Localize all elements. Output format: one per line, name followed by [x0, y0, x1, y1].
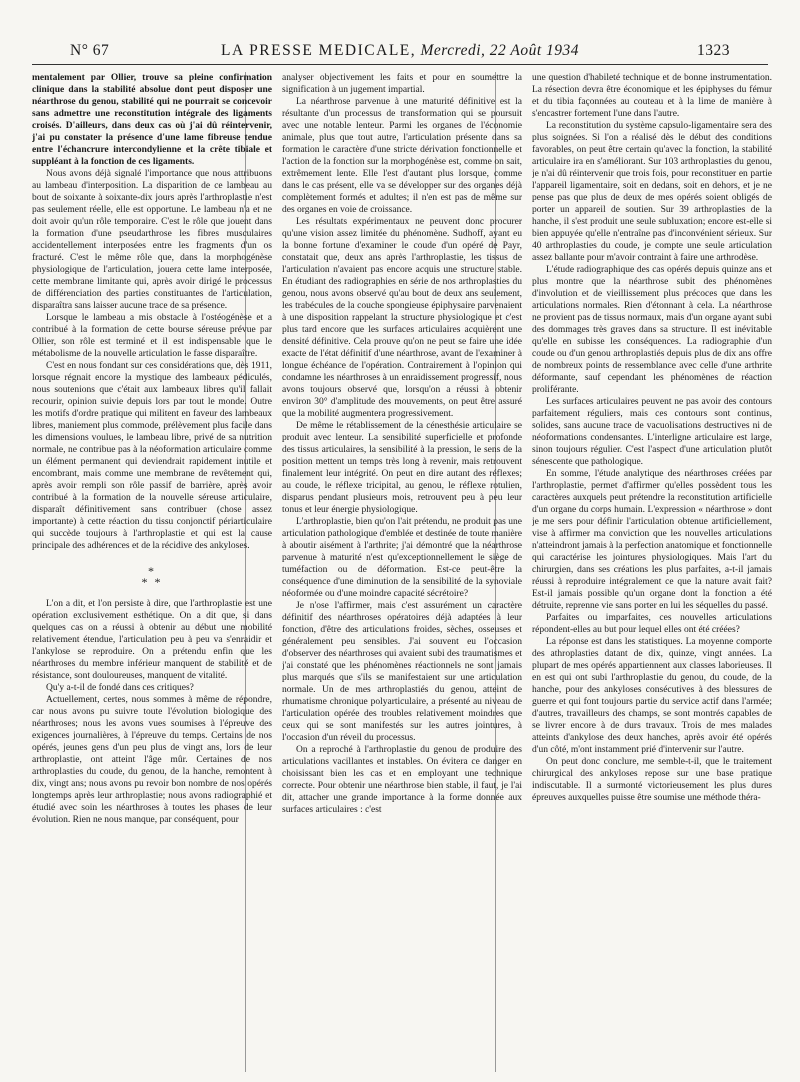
paragraph: L'on a dit, et l'on persiste à dire, que l'arthroplastie est une opération exclusivement esthétique. On a dit que, si dans quelques cas on a réussi à obtenir au début une mobilité relativement étendue, l'articulation peu à peu va s'enraidir et l'ankylose se reproduire. On a prétendu enfin que les néarthroses du membre inférieur manquent de stabilité et de résistance, sont douloureuses, manquent de vitalité. — [32, 599, 272, 681]
paragraph: L'étude radiographique des cas opérés depuis quinze ans et plus montre que la néarthrose subit des phénomènes d'involution et de vieillissement plus précoces que dans les articulations normales. Rien d'étonnant à cela. La néarthrose ne provient pas de tissus normaux, mais d'un organe ayant subi des dommages très graves dans sa structure. Il est inévitable qu'elle en subisse les conséquences. La radiographie d'un coude ou d'un genou arthroplastiés depuis plus de dix ans offre de nombreux points de ressemblance avec celle d'une arthrite déformante, sauf cependant les phénomènes de réaction proliférante. — [532, 265, 772, 395]
paragraph: En somme, l'étude analytique des néarthroses créées par l'arthroplastie, permet d'affirmer qu'elles possèdent tous les caractères auxquels peut prétendre la reconstitution artificielle d'un organe du corps humain. L'expression « néarthrose » dont je me sers pour définir l'articulation obtenue artificiellement, vise à affirmer ma conviction que les nouvelles articulations n'atteindront jamais à la perfection anatomique et fonctionnelle qui caractérise les jointures physiologiques. Mais l'art du chirurgien, dans ses créations les plus parfaites, a-t-il jamais réussi à reproduire intégralement ce que la nature avait fait? Est-il jamais possible qu'un organe dont la fonction a été détruite, reprenne vie sans porter en lui les séquelles du passé. — [532, 469, 772, 611]
section-break-star-bottom: * * — [141, 575, 163, 589]
paragraph: De même le rétablissement de la cénesthésie articulaire se produit avec lenteur. La sensibilité superficielle et profonde des tissus articulaires, la sensibilité à la pression, le sens de la position mettent un temps très long à revenir, mais retrouvent finalement leur intégrité. On peut en dire autant des réflexes; au coude, le réflexe tricipital, au genou, le réflexe rotulien, disparus pendant plusieurs mois, retrouvent peu à peu leur tonus et leur énergie physiologique. — [282, 421, 522, 515]
page-number: 1323 — [697, 42, 730, 59]
paragraph: La réponse est dans les statistiques. La moyenne comporte des athroplasties datant de dix, quinze, vingt années. La plupart de mes opérés appartiennent aux classes laborieuses. Il en est qui ont subi l'arthroplastie du genou, du coude, de la hanche, pour des ankyloses consécutives à des blessures de guerre et qui font toujours partie du service actif dans l'armée; d'autres, travailleurs des champs, se sont montrés capables de se livrer encore à de durs travaux. Trois de mes malades atteints d'ankylose des deux hanches, après avoir été opérés d'un côté, m'ont instamment prié d'intervenir sur l'autre. — [532, 637, 772, 755]
issue-number: N° 67 — [70, 42, 110, 59]
header-rule — [32, 64, 768, 65]
section-break — [32, 566, 272, 588]
section-break-star-top: * — [148, 564, 156, 578]
paragraph: La néarthrose parvenue à une maturité définitive est la résultante d'un processus de transformation qui se poursuit avec une notable lenteur. Parmi les organes de l'économie animale, plus que tout autre, l'articulation présente dans sa formation le caractère d'une stricte dérivation fonctionnelle et l'action de la fonction sur la morphogénèse est, comme on sait, extrêmement lente. Elle l'est d'autant plus lorsque, comme dans le cas présent, elle va se développer sur des organes déjà complètement formés et adultes; il n'en est pas de même sur des organes en voie de croissance. — [282, 97, 522, 215]
paragraph: Nous avons déjà signalé l'importance que nous attribuons au lambeau d'interposition. La disparition de ce lambeau au bout de soixante à soixante-dix jours après l'arthroplastie n'est pas seulement réelle, elle est opportune. Le lambeau n'a et ne doit avoir qu'un rôle temporaire. C'est le rôle que jouent dans la formation d'une pseudarthrose les fibres musculaires accidentellement interposées entre les fragments d'un os fracturé. C'est le même rôle que, dans la morphogénèse physiologique de l'articulation, jouera cette lame interposée, cette membrane limitante qui, après avoir dirigé le processus de différenciation des parties constituantes de l'articulation, disparaîtra sans laisser aucune trace de sa présence. — [32, 169, 272, 311]
journal-masthead — [70, 42, 730, 60]
journal-title: LA PRESSE MEDICALE, — [220, 42, 417, 59]
column-3 — [532, 72, 772, 1072]
paragraph: On a reproché à l'arthroplastie du genou de produire des articulations vacillantes et instables. On évitera ce danger en choisissant bien les cas et en employant une technique correcte. Pour obtenir une néarthrose bien stable, il faut, je l'ai dit, attacher une grande importance à la forme donnée aux surfaces articulaires : c'est — [282, 745, 522, 815]
article-body — [32, 72, 770, 1072]
paragraph: mentalement par Ollier, trouve sa pleine confirmation clinique dans la stabilité absolue dont peut disposer une néarthrose du genou, stabilité qui ne pourrait se concevoir sans admettre une reconstitution intégrale des ligaments croisés. D'ailleurs, dans deux cas où j'ai dû réintervenir, j'ai pu constater la présence d'une lame fibreuse tendue entre l'échancrure intercondylienne et la crête tibiale et suppléant à la fonction de ces ligaments. — [32, 73, 272, 167]
column-1 — [32, 72, 272, 1072]
issue-date: Mercredi, 22 Août 1934 — [420, 42, 580, 59]
paragraph: analyser objectivement les faits et pour en soumettre la signification à un jugement impartial. — [282, 73, 522, 95]
page-header — [70, 42, 730, 66]
paragraph: C'est en nous fondant sur ces considérations que, dès 1911, lorsque régnait encore la mystique des lambeaux pédiculés, nous soutenions que c'était aux lambeaux libres qu'il fallait recourir, opinion suivie depuis lors par tout le monde. Outre les motifs d'ordre pratique qui militent en faveur des lambeaux libres, maniement plus commode, prélèvement plus facile dans les dimensions voulues, le lambeau libre, privé de sa nutrition normale, ne contribue pas à la néoformation articulaire comme un élément permanent qui deviendrait rapidement inutile et encombrant, mais comme une membrane de revêtement qui, après avoir rempli son rôle passif de barrière, après avoir contribué à la formation de la nouvelle séreuse articulaire, disparaît définitivement sans contribuer (chose assez importante) à cette réaction du tissu conjonctif périarticulaire qui succède toujours à l'arthroplastie et qui est la cause principale des adhérences et de la récidive des ankyloses. — [32, 361, 272, 551]
paragraph: Actuellement, certes, nous sommes à même de répondre, car nous avons pu suivre toute l'évolution biologique des néarthroses; nous les avons vues soumises à l'épreuve des exigences journalières, à l'épreuve du temps. Certains de nos opérés, jeunes gens d'un peu plus de vingt ans, lors de leur arthroplastie, ont atteint l'âge mûr. Certaines de nos arthroplasties du coude, du genou, de la hanche, remontent à dix, vingt ans; nous avons pu revoir bon nombre de nos opérés longtemps après leur arthroplastie; nous avons radiographié et étudié avec soin les néarthroses à toutes les phases de leur évolution. Rien ne nous manque, par conséquent, pour — [32, 695, 272, 825]
column-2 — [282, 72, 522, 1072]
paragraph: Les résultats expérimentaux ne peuvent donc procurer qu'une vision assez limitée du phénomène. Sudhoff, ayant eu la bonne fortune d'examiner le coude d'un opéré de Payr, constatait que, deux ans après l'arthroplastie, les tissus de l'articulation n'avaient pas encore acquis une structure stable. En étudiant des radiographies en série de nos arthroplasties du genou, nous avons observé qu'au bout de deux ans seulement, les trabécules de la couche spongieuse épiphysaire parvenaient à une disposition rappelant la structure physiologique et c'est plus tard encore que les surfaces articulaires acquièrent une densité définitive. Cela prouve qu'on ne peut se faire une idée exacte de l'état définitif d'une néarthrose, avant de l'examiner à longue échéance de l'opération. Contrairement à l'opinion qui condamne les néarthroses à un enraidissement progressif, nous avons toujours observé que, lorsqu'on a réussi à obtenir environ 30° d'amplitude des mouvements, on peut être assuré que la mobilité augmentera progressivement. — [282, 217, 522, 419]
paragraph: Je n'ose l'affirmer, mais c'est assurément un caractère définitif des néarthroses opératoires déjà adaptées à leur fonction, d'être des articulations froides, sèches, osseuses et généralement peu sensibles. J'ai souvent eu l'occasion d'observer des néarthroses qui avaient subi des traumatismes et j'ai constaté que les phénomènes réactionnels ne sont jamais plus marqués que s'ils se manifestaient sur une articulation normale. Un de mes arthroplastiés du genou, atteint de rhumatisme chronique polyarticulaire, a présenté au niveau de l'articulation opérée des troubles relativement moindres que ceux qui se sont manifestés sur les autres jointures, à l'occasion d'un réveil du processus. — [282, 601, 522, 743]
paragraph: Parfaites ou imparfaites, ces nouvelles articulations répondent-elles au but pour lequel elles ont été créées? — [532, 613, 772, 635]
paragraph: une question d'habileté technique et de bonne instrumentation. La résection devra être économique et les épiphyses du fémur et du tibia façonnées au couteau et à la lime de manière à s'encastrer fortement l'une dans l'autre. — [532, 73, 772, 119]
paragraph: La reconstitution du système capsulo-ligamentaire sera des plus soignées. Si l'on a réalisé dès le début des conditions favorables, on peut être certain qu'avec la fonction, la stabilité articulaire ira en s'améliorant. Sur 103 arthroplasties du genou, je n'ai dû réintervenir que trois fois, pour reconstituer en partie l'appareil ligamentaire, soit en dedans, soit en dehors, et je ne pense pas que plus de deux de mes opérés soient obligés de porter un appareil de soutien. Sur 39 arthroplasties de la hanche, il s'est produit une seule subluxation; encore est-elle si bien appuyée qu'elle n'entraîne pas d'inconvénient sérieux. Sur 40 arthroplasties du coude, je compte une seule articulation assez ballante pour m'avoir contraint à faire une arthrodèse. — [532, 121, 772, 263]
paragraph: Qu'y a-t-il de fondé dans ces critiques? — [46, 683, 194, 693]
paragraph: L'arthroplastie, bien qu'on l'ait prétendu, ne produit pas une articulation pathologique d'emblée et destinée de toute manière à aboutir aisément à l'arthrite; j'ai démontré que la néarthrose parvenue à maturité n'est qu'exceptionnellement le siège de tuméfaction ou de déformation. Est-ce peut-être la conséquence d'une diminution de la sensibilité de la synoviale néoformée ou d'une moindre capacité sécrétoire? — [282, 517, 522, 599]
paragraph: On peut donc conclure, me semble-t-il, que le traitement chirurgical des ankyloses repose sur une base pratique indiscutable. Il a surmonté victorieusement les plus dures épreuves auxquelles puisse être soumise une méthode théra- — [532, 757, 772, 803]
paragraph: Les surfaces articulaires peuvent ne pas avoir des contours parfaitement réguliers, mais ces contours sont continus, solides, sans aucune trace de vacuolisations destructives ni de néoformations condensantes. L'interligne articulaire est large, sinon toujours régulier. C'est l'aspect d'une articulation plutôt sénescente que pathologique. — [532, 397, 772, 467]
paragraph: Lorsque le lambeau a mis obstacle à l'ostéogénèse et a contribué à la formation de cette bourse séreuse prévue par Ollier, son rôle est terminé et il est indispensable que le métabolisme de la nouvelle articulation le fasse disparaître. — [32, 313, 272, 359]
